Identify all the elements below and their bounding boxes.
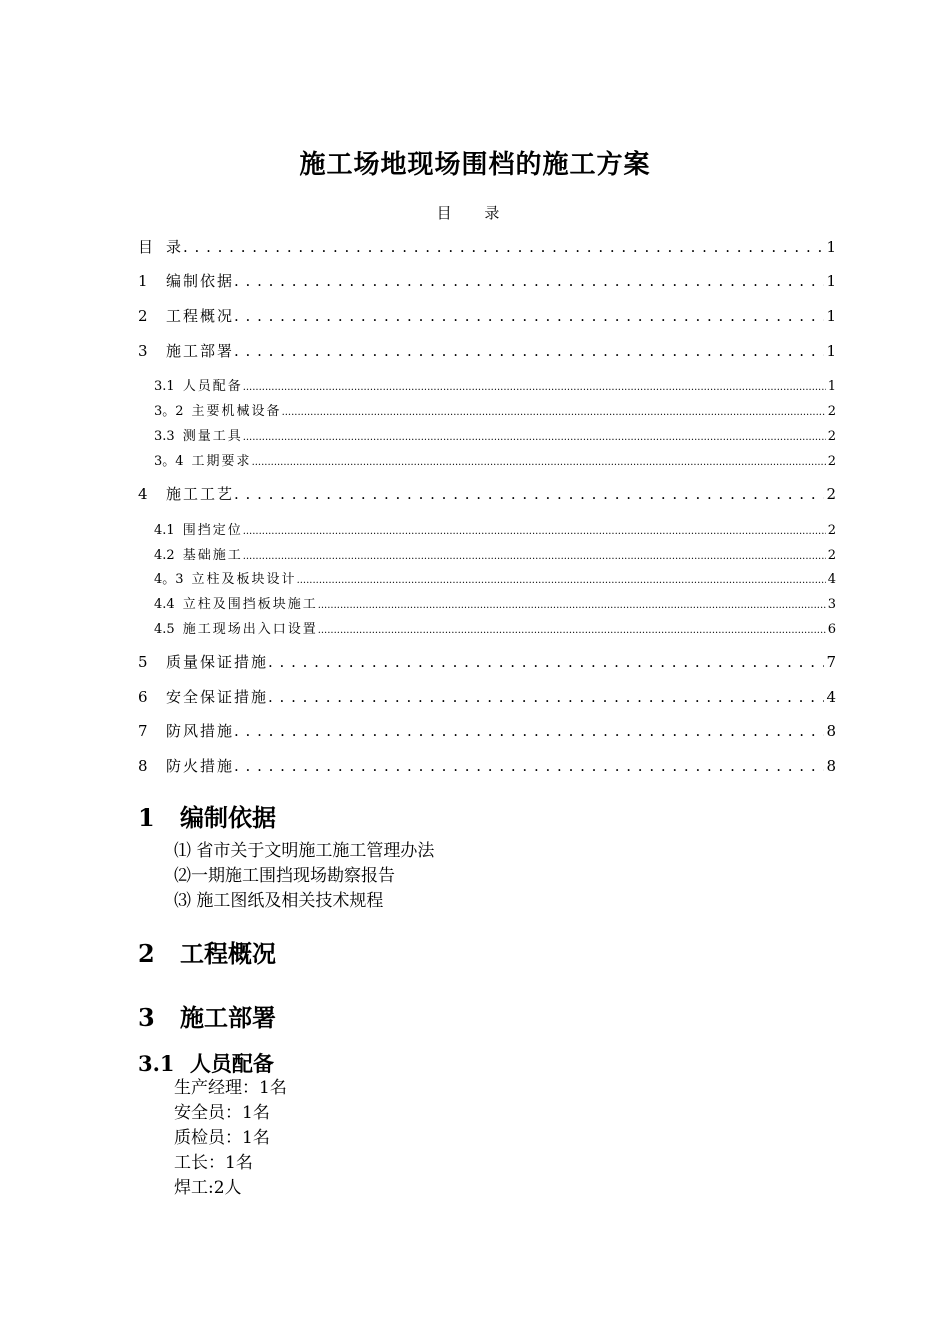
list-item: ⑵一期施工围挡现场勘察报告 bbox=[174, 866, 395, 886]
toc-dot-leader bbox=[318, 622, 826, 636]
toc-dot-leader bbox=[252, 454, 826, 468]
toc-entry-label: 质量保证措施 bbox=[166, 653, 269, 671]
toc-dot-leader bbox=[243, 523, 826, 537]
toc-subentry[interactable] bbox=[138, 375, 836, 393]
toc-entry-number: 4.4 bbox=[154, 597, 175, 611]
section-list bbox=[174, 839, 434, 914]
toc-dot-leader bbox=[183, 238, 824, 256]
toc-subentry[interactable] bbox=[138, 519, 836, 537]
toc-entry[interactable] bbox=[138, 340, 836, 362]
section-heading bbox=[138, 998, 276, 1033]
toc-entry-label: 围挡定位 bbox=[182, 523, 243, 537]
toc-entry-number: 4 bbox=[138, 485, 148, 503]
section-title: 施工部署 bbox=[180, 1003, 276, 1032]
toc-entry-label: 防风措施 bbox=[166, 722, 235, 740]
toc-entry[interactable] bbox=[138, 236, 836, 258]
toc-entry-label: 工期要求 bbox=[191, 454, 252, 468]
toc-entry-number: 3。2 bbox=[154, 404, 184, 418]
toc-entry-page: 2 bbox=[827, 404, 836, 418]
toc-dot-leader bbox=[234, 307, 824, 325]
section-title: 编制依据 bbox=[180, 803, 276, 832]
list-item: 安全员：1名 bbox=[174, 1103, 270, 1123]
list-item: ⑴ 省市关于文明施工施工管理办法 bbox=[174, 841, 435, 861]
toc-dot-leader bbox=[243, 379, 826, 393]
toc-entry-page: 2 bbox=[827, 548, 836, 562]
toc-entry-number: 4.2 bbox=[154, 548, 175, 562]
list-item: 工长：1名 bbox=[174, 1153, 253, 1173]
toc-entry-label: 安全保证措施 bbox=[166, 688, 269, 706]
toc-entry-page: 7 bbox=[826, 653, 836, 671]
toc-entry-number: 目 bbox=[138, 238, 154, 256]
toc-subentry[interactable] bbox=[138, 544, 836, 562]
toc-entry[interactable] bbox=[138, 483, 836, 505]
section-heading bbox=[138, 798, 276, 833]
toc-subentry[interactable] bbox=[138, 425, 836, 443]
section-number: 1 bbox=[138, 803, 155, 832]
toc-entry-page: 4 bbox=[826, 688, 836, 706]
toc-dot-leader bbox=[282, 404, 826, 418]
toc-entry-number: 1 bbox=[138, 272, 148, 290]
toc-entry-label: 立柱及围挡板块施工 bbox=[182, 597, 318, 611]
toc-entry-page: 1 bbox=[826, 307, 836, 325]
toc-entry-label: 录 bbox=[166, 238, 184, 256]
toc-entry-page: 1 bbox=[826, 272, 836, 290]
toc-entry-page: 2 bbox=[827, 523, 836, 537]
toc-entry-page: 4 bbox=[827, 572, 836, 586]
toc-subentry[interactable] bbox=[138, 400, 836, 418]
toc-entry-number: 4。3 bbox=[154, 572, 184, 586]
toc-dot-leader bbox=[234, 485, 824, 503]
toc-entry-number: 3 bbox=[138, 342, 148, 360]
staff-list bbox=[174, 1076, 287, 1201]
toc-dot-leader bbox=[268, 653, 824, 671]
toc-entry[interactable] bbox=[138, 305, 836, 327]
toc-heading: 目 录 bbox=[436, 204, 514, 222]
toc-entry-number: 6 bbox=[138, 688, 148, 706]
toc-dot-leader bbox=[268, 688, 824, 706]
toc-entry-label: 防火措施 bbox=[166, 757, 235, 775]
section-heading bbox=[138, 934, 276, 969]
toc-entry-label: 工程概况 bbox=[166, 307, 235, 325]
toc-subentry[interactable] bbox=[138, 593, 836, 611]
toc-dot-leader bbox=[318, 597, 826, 611]
toc-entry-page: 8 bbox=[826, 757, 836, 775]
toc-entry-number: 8 bbox=[138, 757, 148, 775]
toc-dot-leader bbox=[297, 572, 826, 586]
toc-subentry[interactable] bbox=[138, 618, 836, 636]
list-item: ⑶ 施工图纸及相关技术规程 bbox=[174, 891, 384, 911]
toc-entry-label: 施工现场出入口设置 bbox=[182, 622, 318, 636]
document-title: 施工场地现场围档的施工方案 bbox=[299, 150, 651, 180]
toc-entry-label: 施工部署 bbox=[166, 342, 235, 360]
toc-entry[interactable] bbox=[138, 720, 836, 742]
toc-entry-page: 1 bbox=[826, 342, 836, 360]
toc-entry[interactable] bbox=[138, 651, 836, 673]
subsection-title: 人员配备 bbox=[189, 1051, 274, 1076]
toc-entry-page: 8 bbox=[826, 722, 836, 740]
toc-entry-page: 1 bbox=[826, 238, 836, 256]
toc-entry[interactable] bbox=[138, 270, 836, 292]
toc-dot-leader bbox=[243, 548, 826, 562]
toc-dot-leader bbox=[234, 722, 824, 740]
list-item: 质检员：1名 bbox=[174, 1128, 270, 1148]
section-number: 3 bbox=[138, 1003, 155, 1032]
list-item: 焊工:2人 bbox=[174, 1178, 242, 1198]
list-item: 生产经理：1名 bbox=[174, 1078, 287, 1098]
toc-entry-label: 人员配备 bbox=[182, 379, 243, 393]
toc-dot-leader bbox=[234, 757, 824, 775]
toc-entry[interactable] bbox=[138, 755, 836, 777]
section-title: 工程概况 bbox=[180, 939, 276, 968]
toc-entry-page: 1 bbox=[827, 379, 836, 393]
toc-entry-number: 4.5 bbox=[154, 622, 175, 636]
toc-dot-leader bbox=[243, 429, 826, 443]
toc-entry-page: 6 bbox=[827, 622, 836, 636]
toc-dot-leader bbox=[234, 342, 824, 360]
toc-entry-label: 测量工具 bbox=[182, 429, 243, 443]
toc-entry-number: 3。4 bbox=[154, 454, 184, 468]
toc-dot-leader bbox=[234, 272, 824, 290]
toc-entry-number: 3.1 bbox=[154, 379, 175, 393]
toc-entry-label: 主要机械设备 bbox=[191, 404, 282, 418]
toc-entry-page: 2 bbox=[827, 429, 836, 443]
toc-entry-number: 7 bbox=[138, 722, 148, 740]
toc-entry-label: 施工工艺 bbox=[166, 485, 235, 503]
subsection-number: 3.1 bbox=[138, 1051, 175, 1076]
subsection-heading bbox=[138, 1048, 274, 1078]
toc-entry-number: 5 bbox=[138, 653, 148, 671]
toc-entry-label: 立柱及板块设计 bbox=[191, 572, 297, 586]
toc-entry-number: 4.1 bbox=[154, 523, 175, 537]
toc-entry-number: 3.3 bbox=[154, 429, 175, 443]
toc-entry[interactable] bbox=[138, 686, 836, 708]
toc-entry-page: 2 bbox=[827, 454, 836, 468]
section-number: 2 bbox=[138, 939, 155, 968]
toc-entry-label: 编制依据 bbox=[166, 272, 235, 290]
toc-subentry[interactable] bbox=[138, 450, 836, 468]
toc-entry-page: 3 bbox=[827, 597, 836, 611]
toc-subentry[interactable] bbox=[138, 568, 836, 586]
toc-entry-label: 基础施工 bbox=[182, 548, 243, 562]
toc-entry-number: 2 bbox=[138, 307, 148, 325]
toc-entry-page: 2 bbox=[826, 485, 836, 503]
